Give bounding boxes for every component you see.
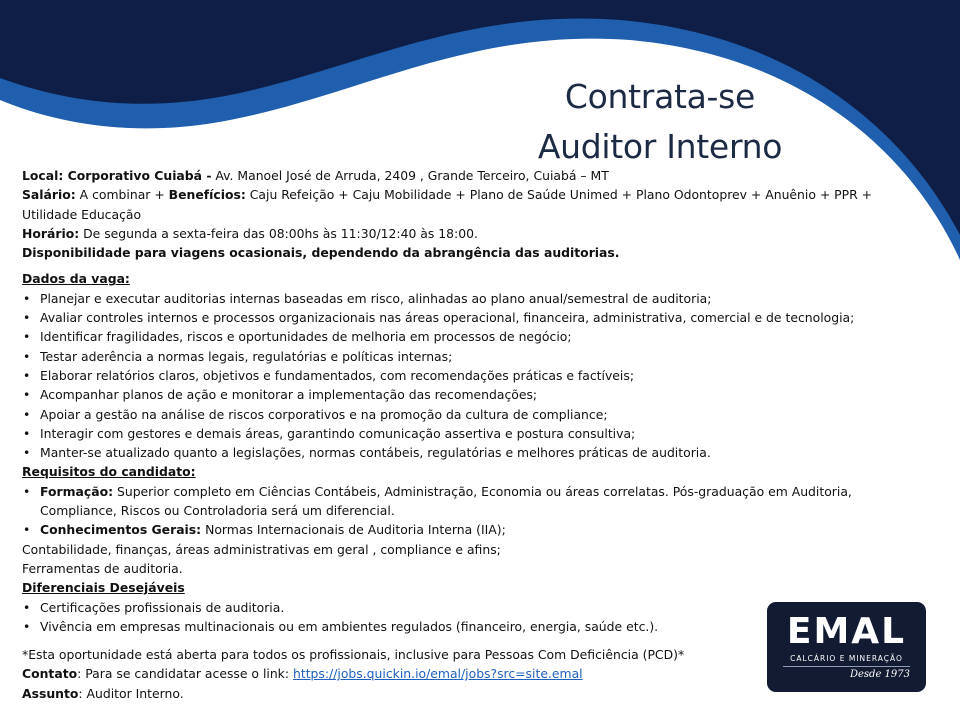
list-item: • Elaborar relatórios claros, objetivos e fundamentados, com recomendações práticas e factíveis; xyxy=(22,366,902,385)
company-logo xyxy=(767,602,926,692)
desirable-heading: Diferenciais Desejáveis xyxy=(22,580,185,596)
knowledge-label: Conhecimentos Gerais: xyxy=(40,522,202,538)
schedule-label: Horário: xyxy=(22,225,80,241)
schedule-value: De segunda a sexta-feira das 08:00hs às 11:30/12:40 às 18:00. xyxy=(79,225,478,241)
contact-label: Contato xyxy=(22,666,78,682)
logo-subtitle: CALCÁRIO E MINERAÇÃO xyxy=(790,654,903,663)
list-item: • Identificar fragilidades, riscos e oportunidades de melhoria em processos de negócio; xyxy=(22,327,902,346)
schedule-line xyxy=(22,224,902,243)
list-item xyxy=(22,482,902,521)
apply-link[interactable]: https://jobs.quickin.io/emal/jobs?src=site.emal xyxy=(292,666,583,682)
list-item: • Testar aderência a normas legais, regulatórias e políticas internas; xyxy=(22,347,902,366)
location-line xyxy=(22,166,902,185)
page-title-line1: Contrata-se xyxy=(564,77,756,116)
salary-line xyxy=(22,185,902,224)
benefits-value: Caju Refeição + Caju Mobilidade + Plano de Saúde Unimed + Plano Odontoprev + Anuênio + PPR + Utilidade Educação xyxy=(22,187,873,222)
pcd-note: *Esta oportunidade está aberta para todos os profissionais, inclusive para Pessoas Com Deficiência (PCD)* xyxy=(22,647,685,663)
list-item: • Planejar e executar auditorias internas baseadas em risco, alinhadas ao plano anual/semestral de auditoria; xyxy=(22,289,902,308)
education-label: Formação: xyxy=(40,483,114,499)
salary-value: A combinar + xyxy=(75,187,169,203)
location-label: Local: Corporativo Cuiabá - xyxy=(22,168,212,183)
subject-value: : Auditor Interno. xyxy=(78,685,184,701)
location-value: Av. Manoel José de Arruda, 2409 , Grande Terceiro, Cuiabá – MT xyxy=(211,168,609,183)
salary-label: Salário: xyxy=(22,187,76,203)
list-item xyxy=(22,520,902,539)
list-item: • Apoiar a gestão na análise de riscos corporativos e na promoção da cultura de compliance; xyxy=(22,405,902,424)
benefits-label: Benefícios: xyxy=(168,187,246,203)
list-item: • Certificações profissionais de auditoria. xyxy=(22,598,902,617)
requirements-list xyxy=(22,482,902,540)
contact-text: : Para se candidatar acesse o link: xyxy=(77,666,293,682)
subject-label: Assunto xyxy=(22,685,79,701)
list-item: • Interagir com gestores e demais áreas, garantindo comunicação assertiva e postura consultiva; xyxy=(22,424,902,443)
list-item: • Vivência em empresas multinacionais ou em ambientes regulados (financeiro, energia, saúde etc.). xyxy=(22,617,902,636)
logo-wordmark: EMAL xyxy=(786,611,907,652)
job-details-list xyxy=(22,289,902,463)
list-item: • Manter-se atualizado quanto a legislações, normas contábeis, regulatórias e melhores práticas de auditoria. xyxy=(22,443,902,462)
list-item: • Avaliar controles internos e processos organizacionais nas áreas operacional, financeira, administrativa, comercial e de tecnologia; xyxy=(22,308,902,327)
travel-availability: Disponibilidade para viagens ocasionais, dependendo da abrangência das auditorias. xyxy=(22,245,620,261)
knowledge-value: Normas Internacionais de Auditoria Interna (IIA); xyxy=(201,522,506,538)
logo-divider xyxy=(783,666,910,667)
page-title-line2: Auditor Interno xyxy=(537,127,783,166)
list-item: • Acompanhar planos de ação e monitorar a implementação das recomendações; xyxy=(22,385,902,404)
education-value: Superior completo em Ciências Contábeis, Administração, Economia ou áreas correlatas. Pós-graduação em Auditoria, Compliance, Riscos ou Controladoria será um diferencial. xyxy=(40,483,852,519)
logo-since: Desde 1973 xyxy=(849,669,910,680)
requirements-heading: Requisitos do candidato: xyxy=(22,464,196,480)
requirements-extra-line: Contabilidade, finanças, áreas administrativas em geral , compliance e afins; xyxy=(22,541,501,557)
job-details-heading: Dados da vaga: xyxy=(22,271,130,287)
requirements-tools-line: Ferramentas de auditoria. xyxy=(22,560,183,576)
